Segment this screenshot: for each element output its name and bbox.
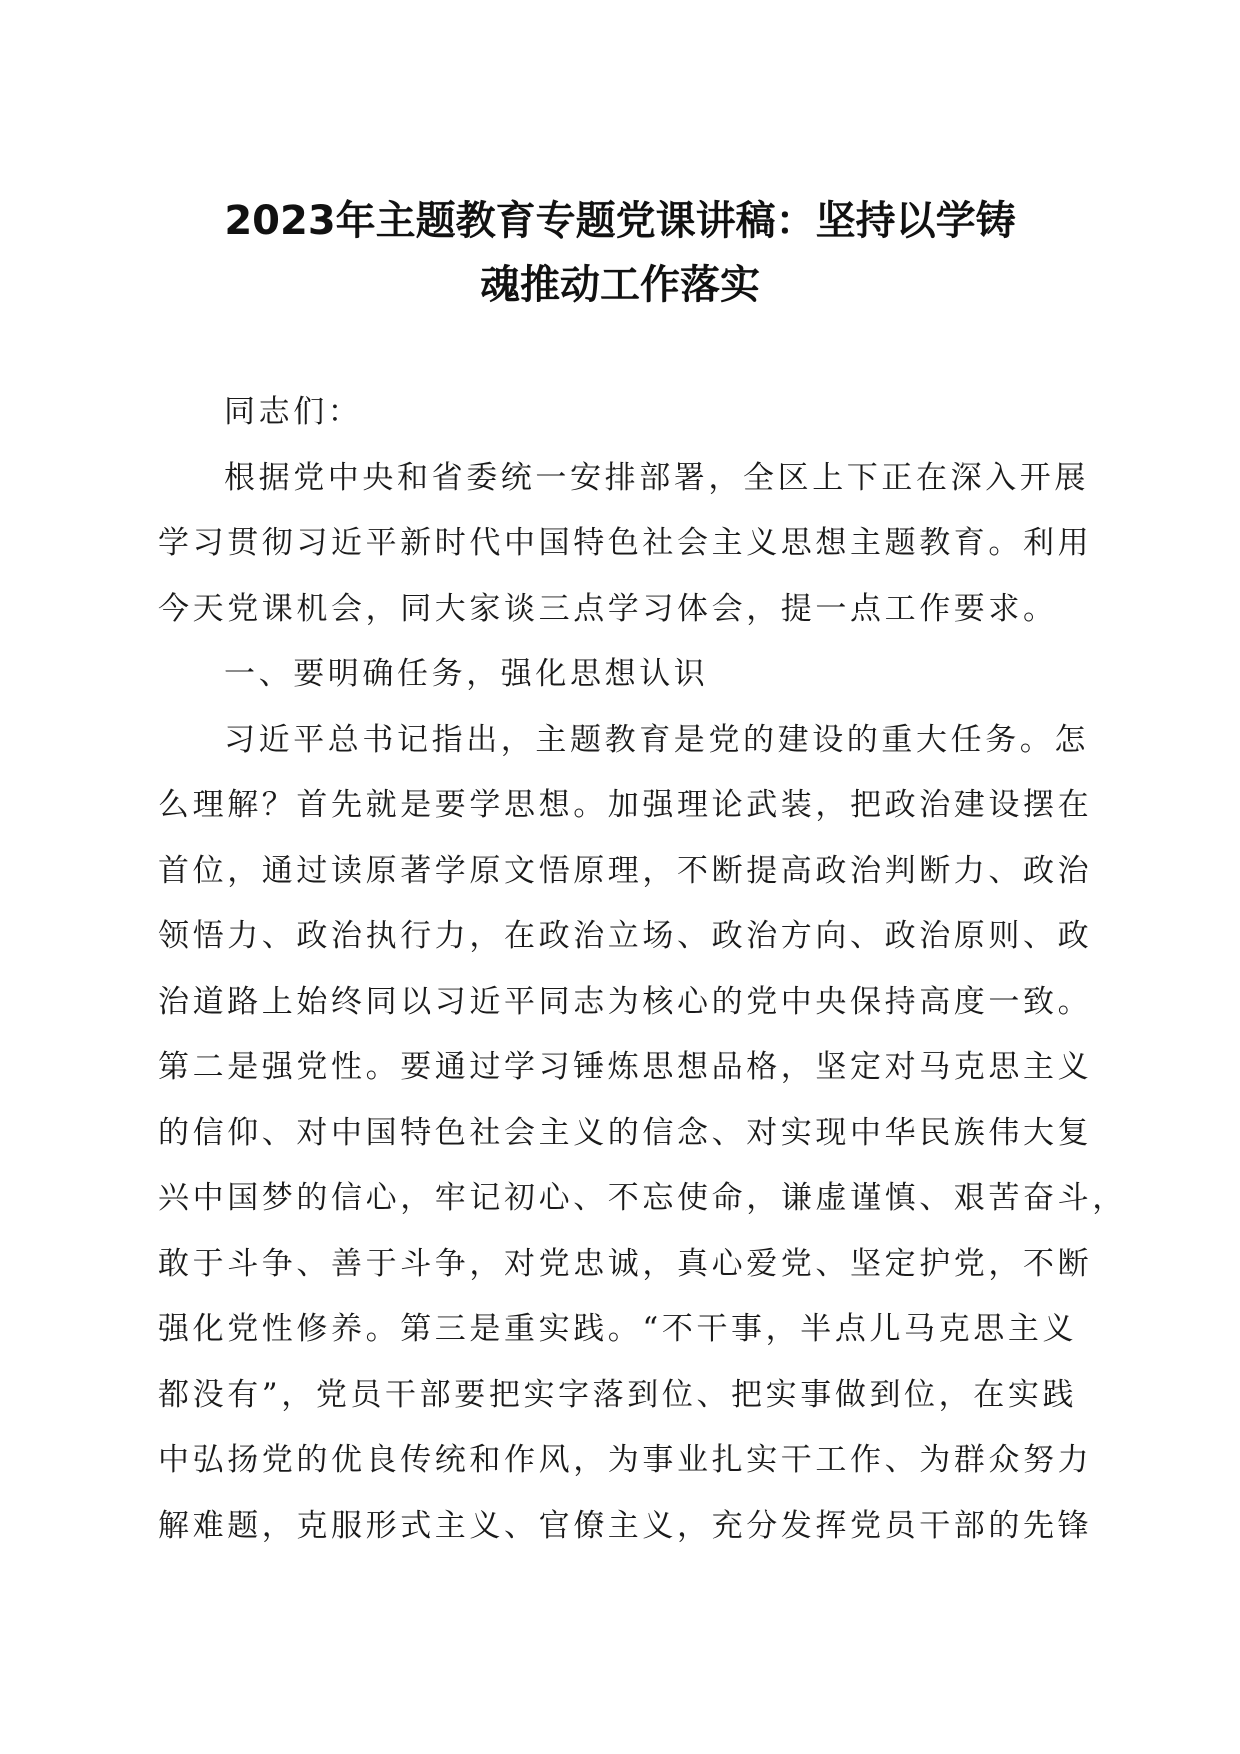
paragraph-line: 习近平总书记指出，主题教育是党的建设的重大任务。怎 (224, 721, 1089, 758)
paragraph-line: 的信仰、对中国特色社会主义的信念、对实现中华民族伟大复 (158, 1114, 1093, 1151)
paragraph-line: 强化党性修养。第三是重实践。“不干事，半点儿马克思主义 (158, 1311, 1078, 1347)
paragraph-line: 根据党中央和省委统一安排部署，全区上下正在深入开展 (224, 459, 1089, 496)
paragraph-line: 今天党课机会，同大家谈三点学习体会，提一点工作要求。 (158, 590, 1058, 627)
salutation: 同志们： (224, 394, 363, 430)
document-body (158, 380, 1127, 1559)
paragraph-line: 中弘扬党的优良传统和作风，为事业扎实干工作、为群众努力 (158, 1442, 1093, 1478)
paragraph-line: 首位，通过读原著学原文悟原理，不断提高政治判断力、政治 (158, 852, 1093, 889)
paragraph-line: 兴中国梦的信心，牢记初心、不忘使命，谦虚谨慎、艰苦奋斗， (158, 1180, 1127, 1216)
paragraph-line: 都没有”，党员干部要把实字落到位、把实事做到位，在实践 (158, 1376, 1078, 1413)
paragraph-line: 解难题，克服形式主义、官僚主义，充分发挥党员干部的先锋 (158, 1507, 1093, 1544)
paragraph-line: 领悟力、政治执行力，在政治立场、政治方向、政治原则、政 (158, 918, 1093, 954)
section-heading: 一、要明确任务，强化思想认识 (224, 656, 709, 692)
document-title-line-2: 魂推动工作落实 (480, 262, 760, 308)
document-title-line-1: 2023年主题教育专题党课讲稿：坚持以学铸 (224, 198, 1016, 244)
paragraph-line: 敢于斗争、善于斗争，对党忠诚，真心爱党、坚定护党，不断 (158, 1245, 1093, 1282)
paragraph-line: 学习贯彻习近平新时代中国特色社会主义思想主题教育。利用 (158, 525, 1093, 561)
paragraph-line: 第二是强党性。要通过学习锤炼思想品格，坚定对马克思主义 (158, 1049, 1093, 1085)
paragraph-line: 么理解？首先就是要学思想。加强理论武装，把政治建设摆在 (158, 787, 1093, 823)
paragraph-line: 治道路上始终同以习近平同志为核心的党中央保持高度一致。 (158, 983, 1093, 1020)
